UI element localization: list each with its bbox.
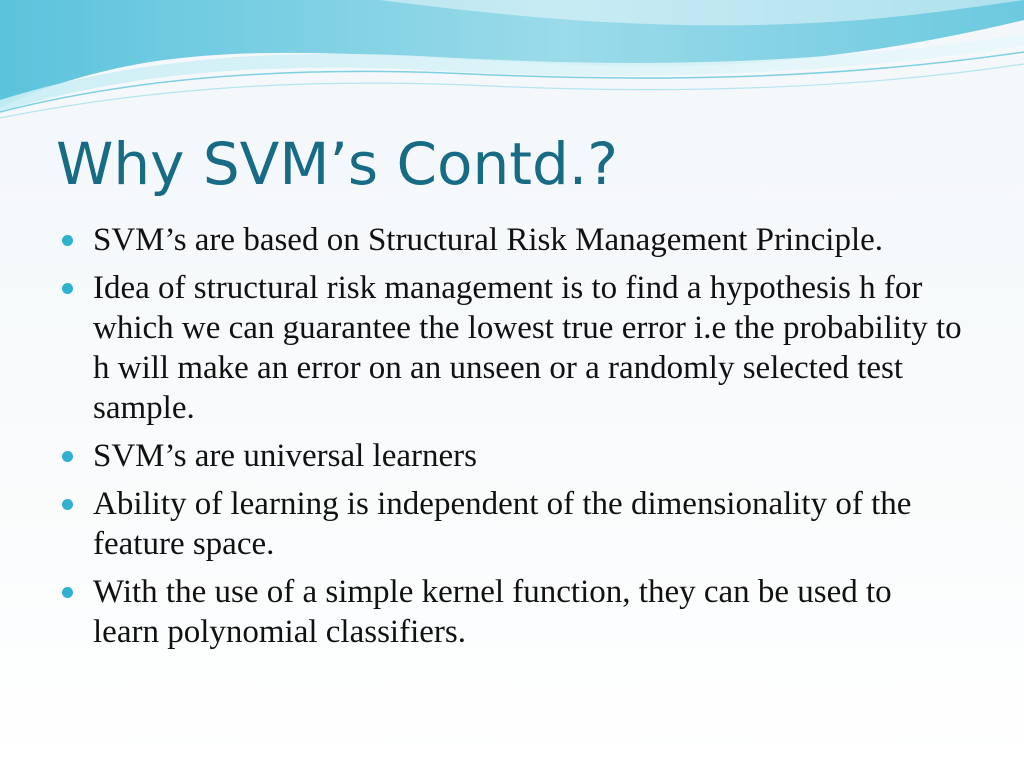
bullet-dot-icon: [62, 587, 73, 598]
bullet-dot-icon: [62, 451, 73, 462]
bullet-item: [62, 268, 962, 428]
bullet-text: Ability of learning is independent of the dimensionality of the feature space.: [93, 486, 912, 562]
bullet-text: SVM’s are based on Structural Risk Management Principle.: [93, 222, 884, 258]
bullet-list: [62, 220, 962, 660]
bullet-text: SVM’s are universal learners: [93, 438, 477, 474]
bullet-item: [62, 484, 962, 564]
bullet-text: With the use of a simple kernel function, they can be used to learn polynomial classifiers.: [93, 574, 892, 650]
bullet-item: [62, 220, 962, 260]
bullet-item: [62, 436, 962, 476]
bullet-dot-icon: [62, 499, 73, 510]
bullet-text: Idea of structural risk management is to find a hypothesis h for which we can guarantee the lowest true error i.e the probability to h will make an error on an unseen or a randomly selected test sample.: [93, 270, 962, 426]
bullet-item: [62, 572, 962, 652]
slide-title: Why SVM’s Contd.?: [56, 130, 619, 198]
bullet-dot-icon: [62, 235, 73, 246]
bullet-dot-icon: [62, 283, 73, 294]
header-wave-decoration: [0, 0, 1024, 130]
